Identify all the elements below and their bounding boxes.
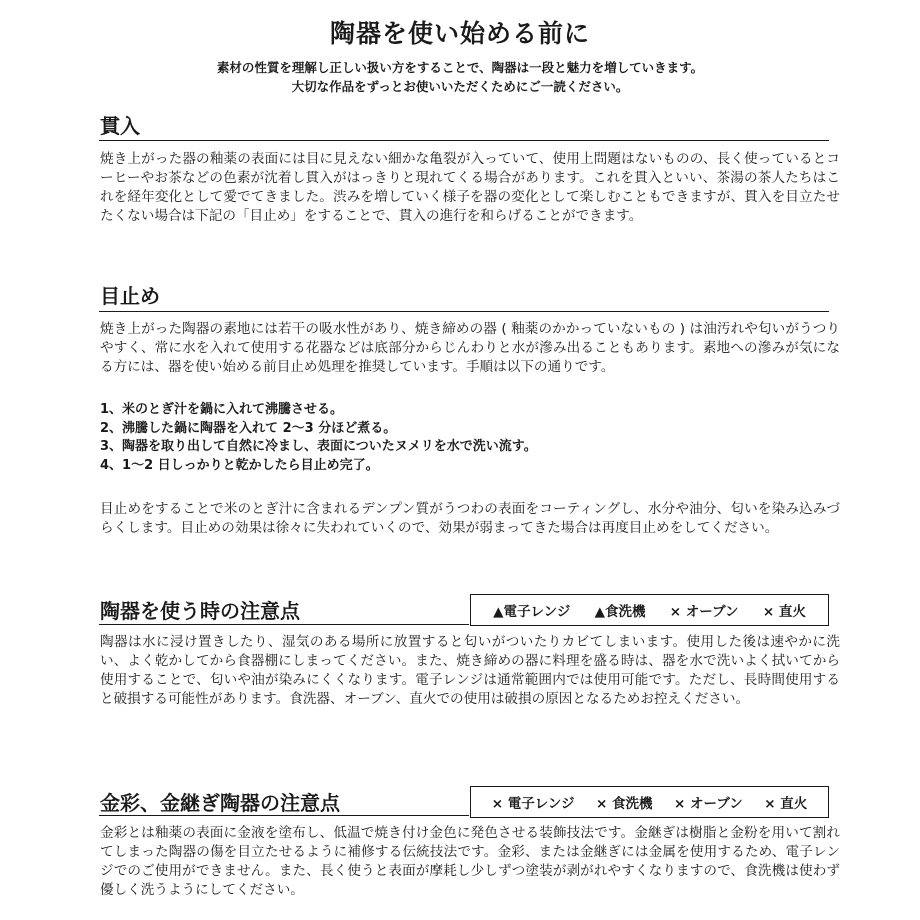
kannyu-paragraph: 焼き上がった器の釉薬の表面には目に見えない細かな亀裂が入っていて、使用上問題はないものの、長く使っているとコーヒーやお茶などの色素が沈着し貫入がはっきりと現れてくる場合があります。これを貫入といい、茶湯の茶人たちはこれを経年変化として愛でてきました。渋みを増していく様子を器の変化として楽しむこともできますが、貫入を目立たせたくない場合は下記の「目止め」をすることで、貫入の進行を和らげることができます。 <box>100 151 840 224</box>
section-divider-kinsai-caution <box>99 815 469 816</box>
section-heading-kannyu: 貫入 <box>100 114 140 138</box>
section-divider-medome <box>99 311 829 312</box>
section-divider-kannyu <box>99 140 829 141</box>
toki-caution-paragraph: 陶器は水に浸け置きしたり、湿気のある場所に放置すると匂いがついたりカビてしまいます。使用した後は速やかに洗い、よく乾かしてから食器棚にしまってください。また、焼き締めの器に料理を盛る時は、器を水で洗いよく拭いてから使用することで、匂いや油が染みにくくなります。電子レンジは通常範囲内では使用可能です。ただし、長時間使用すると破損する可能性があります。食洗器、オーブン、直火での使用は破損の原因となるためお控えください。 <box>100 634 840 707</box>
page-title: 陶器を使い始める前に <box>329 19 590 48</box>
subtitle-line-2: 大切な作品をずっとお使いいただくためにご一読ください。 <box>291 79 629 94</box>
medome-after-paragraph: 目止めをすることで米のとぎ汁に含まれるデンプン質がうつわの表面をコーティングし、水分や油分、匂いを染み込みづらくします。目止めの効果は徐々に失われていくので、効果が弱まってきた場合は再度目止めをしてください。 <box>100 501 840 536</box>
medome-steps-list <box>100 401 537 475</box>
medome-step: 4、1～2 日しっかりと乾かしたら目止め完了。 <box>100 457 379 473</box>
usage-dishwasher-label: ▲食洗機 <box>594 604 646 620</box>
usage-oven-label: × オーブン <box>673 796 743 812</box>
medome-step: 1、米のとぎ汁を鍋に入れて沸騰させる。 <box>100 402 344 417</box>
usage-oven-label: × オーブン <box>669 604 739 620</box>
section-heading-kinsai-caution: 金彩、金継ぎ陶器の注意点 <box>100 791 340 815</box>
section-divider-toki-caution <box>99 624 469 625</box>
medome-step: 2、沸騰した鍋に陶器を入れて 2～3 分ほど煮る。 <box>100 420 397 436</box>
medome-step: 3、陶器を取り出して自然に冷まし、表面についたヌメリを水で洗い流す。 <box>100 439 537 454</box>
usage-direct-fire-label: × 直火 <box>764 796 808 812</box>
usage-indicator-box-kinsai <box>470 786 829 818</box>
usage-microwave-label: × 電子レンジ <box>491 796 575 812</box>
usage-indicator-box-toki <box>470 594 829 626</box>
usage-dishwasher-label: × 食洗機 <box>596 796 653 812</box>
usage-direct-fire-label: × 直火 <box>762 604 806 620</box>
section-heading-medome: 目止め <box>100 284 160 308</box>
usage-microwave-label: ▲電子レンジ <box>493 604 571 620</box>
section-heading-toki-caution: 陶器を使う時の注意点 <box>100 599 300 623</box>
subtitle-line-1: 素材の性質を理解し正しい扱い方をすることで、陶器は一段と魅力を増していきます。 <box>216 60 704 75</box>
kinsai-caution-paragraph: 金彩とは釉薬の表面に金液を塗布し、低温で焼き付け金色に発色させる装飾技法です。金継ぎは樹脂と金粉を用いて割れてしまった陶器の傷を目立たせるように補修する伝統技法です。金彩、または金継ぎには金属を使用するため、電子レンジでのご使用ができません。また、長く使うと表面が摩耗し少しずつ塗装が剥がれやすくなりますので、食洗機は使わず優しく洗うようにしてください。 <box>100 825 840 898</box>
medome-paragraph: 焼き上がった陶器の素地には若干の吸水性があり、焼き締めの器 ( 釉薬のかかっていないもの ) は油汚れや匂いがうつりやすく、常に水を入れて使用する花器などは底部分からじんわりと水が滲み出ることもあります。素地への滲みが気になる方には、器を使い始める前目止め処理を推奨しています。手順は以下の通りです。 <box>100 321 840 375</box>
